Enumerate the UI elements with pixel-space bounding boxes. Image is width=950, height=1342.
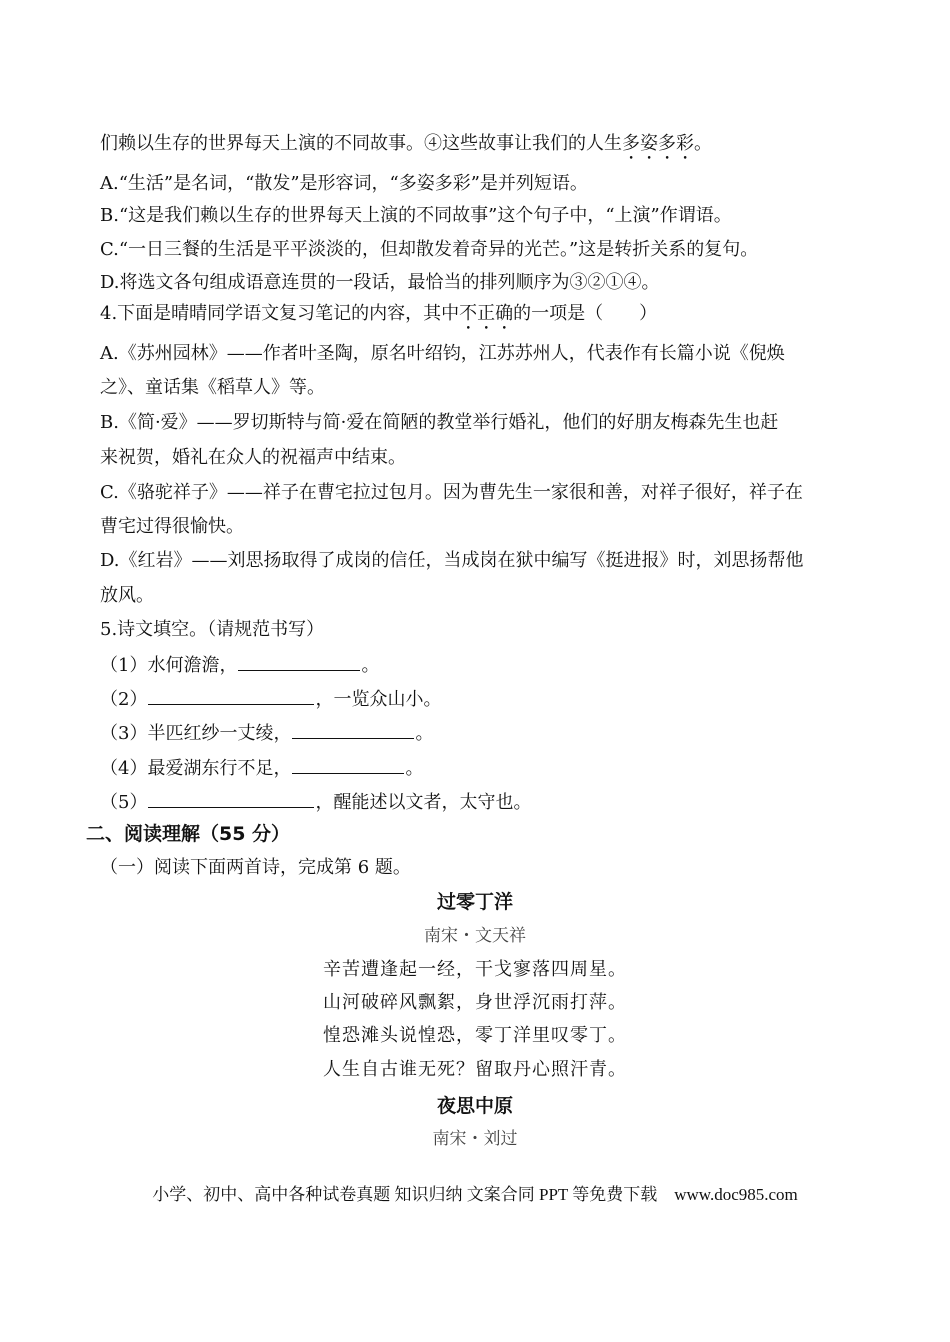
poem2-title: 夜思中原: [436, 1095, 513, 1117]
page-footer: 小学、初中、高中各种试卷真题 知识归纳 文案合同 PPT 等免费下载 www.doc985.com: [152, 1185, 798, 1204]
q5-item-number: （3）: [100, 723, 148, 744]
q3-tail-text: 们赖以生存的世界每天上演的不同故事。④这些故事让我们的人生: [100, 133, 622, 154]
poem1-author: 南宋・文天祥: [424, 926, 526, 946]
q5-item-3: [100, 720, 433, 746]
q5-item-tail: 。: [361, 655, 380, 676]
q4-option-b-line2: 来祝贺，婚礼在众人的祝福声中结束。: [100, 447, 406, 468]
q5-item-number: （2）: [100, 689, 148, 710]
q4-option-a-line2: 之》、童话集《稻草人》等。: [100, 377, 325, 398]
fill-blank[interactable]: [292, 720, 414, 739]
section-heading: 二、阅读理解（55 分）: [86, 823, 291, 845]
q5-item-1: [100, 652, 379, 678]
poem1-line-2: 山河破碎风飘絮，身世浮沉雨打萍。: [323, 992, 627, 1013]
q4-stem-text: 4.下面是晴晴同学语文复习笔记的内容，其中: [100, 303, 460, 324]
q5-item-5: [100, 789, 531, 815]
q4-option-c-line2: 曹宅过得很愉快。: [100, 516, 244, 537]
q5-stem: 5.诗文填空。（请规范书写）: [100, 619, 325, 640]
fill-blank[interactable]: [292, 755, 404, 774]
q5-item-2: [100, 686, 441, 712]
fill-blank[interactable]: [148, 789, 314, 808]
q4-stem-end: 的一项是（ ）: [513, 303, 658, 324]
q5-item-given: 最爱湖东行不足，: [147, 758, 292, 779]
q5-item-given: 水何澹澹，: [147, 655, 238, 676]
fill-blank[interactable]: [148, 686, 314, 705]
q4-option-a-line1: A.《苏州园林》——作者叶圣陶，原名叶绍钧，江苏苏州人，代表作有长篇小说《倪焕: [100, 343, 785, 364]
poem1-title: 过零丁洋: [436, 891, 513, 913]
q4-option-b-line1: B.《简·爱》——罗切斯特与简·爱在简陋的教堂举行婚礼，他们的好朋友梅森先生也赶: [100, 412, 779, 433]
q5-item-tail: ，醒能述以文者，太守也。: [315, 792, 532, 813]
q3-option-b: B.“这是我们赖以生存的世界每天上演的不同故事”这个句子中，“上演”作谓语。: [100, 205, 732, 226]
q4-option-d-line1: D.《红岩》——刘思扬取得了成岗的信任，当成岗在狱中编写《挺进报》时，刘思扬帮他: [100, 550, 804, 571]
q5-item-tail: 。: [415, 723, 434, 744]
poem2-author: 南宋・刘过: [432, 1129, 518, 1149]
q5-item-number: （1）: [100, 655, 148, 676]
q3-tail-end: 。: [694, 133, 712, 154]
q4-option-c-line1: C.《骆驼祥子》——祥子在曹宅拉过包月。因为曹先生一家很和善，对祥子很好，祥子在: [100, 482, 803, 503]
q5-item-4: [100, 755, 423, 781]
q4-stem: [100, 302, 657, 334]
q5-item-given: 半匹红纱一丈绫，: [147, 723, 292, 744]
q5-item-tail: ，一览众山小。: [315, 689, 442, 710]
q5-item-tail: 。: [405, 758, 424, 779]
q3-tail-emphasis: 多姿多彩: [622, 133, 694, 154]
fill-blank[interactable]: [238, 652, 360, 671]
q4-stem-emphasis: 不正确: [459, 303, 514, 324]
q4-option-d-line2: 放风。: [100, 585, 154, 606]
q3-option-d: D.将选文各句组成语意连贯的一段话，最恰当的排列顺序为③②①④。: [100, 272, 660, 293]
poem1-line-3: 惶恐滩头说惶恐，零丁洋里叹零丁。: [323, 1025, 627, 1046]
poem1-line-1: 辛苦遭逢起一经，干戈寥落四周星。: [323, 959, 627, 980]
q3-passage-tail: [100, 132, 712, 164]
q3-option-a: A.“生活”是名词，“散发”是形容词，“多姿多彩”是并列短语。: [100, 173, 588, 194]
section-intro: （一）阅读下面两首诗，完成第 6 题。: [100, 857, 411, 878]
q3-option-c: C.“一日三餐的生活是平平淡淡的，但却散发着奇异的光芒。”这是转折关系的复句。: [100, 239, 759, 260]
q5-item-number: （5）: [100, 792, 148, 813]
poem1-line-4: 人生自古谁无死？留取丹心照汗青。: [323, 1059, 627, 1080]
q5-item-number: （4）: [100, 758, 148, 779]
